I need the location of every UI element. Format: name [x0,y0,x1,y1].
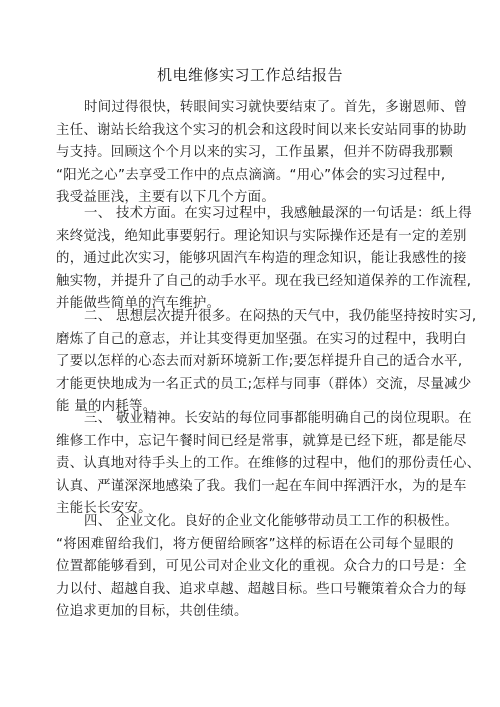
paragraph-line: 来终觉浅，绝知此事要躬行。理论知识与实际操作还是有一定的差别 [56,228,467,244]
paragraph-line: “阳光之心”去享受工作中的点点滴滴。“用心”体会的实习过程中, [56,167,446,183]
paragraph-line: 主能长长安安。 [56,501,152,517]
paragraph-line: 二、 思想层次提升很多。在闷热的天气中，我仍能坚持按时实习, [84,309,477,324]
paragraph-thinking [56,306,477,419]
paragraph-line: 磨炼了自己的意志，并让其变得更加坚强。在实习的过程中，我明白 [56,331,467,347]
paragraph-line: 的，通过此次实习，能够巩固汽车构造的理念知识，能让我感性的接 [56,251,467,267]
paragraph-line: 位置都能够看到，可见公司对企业文化的重视。众合力的口号是：全 [56,559,467,575]
paragraph-line: 时间过得很快，转眼间实习就快要结束了。首先，多谢恩师、曾 [84,100,468,115]
paragraph-intro [56,97,468,210]
paragraph-line: 维修工作中，忘记午餐时间已经是常事，就算是已经下班，都是能尽 [56,433,467,449]
paragraph-line: 触实物，并提升了自己的动手水平。现在我已经知道保养的工作流程, [56,273,472,289]
paragraph-line: 才能更快地成为一名正式的员工;怎样与同事（群体）交流，尽量减少 [56,376,472,392]
paragraph-line: 位追求更加的目标，共创佳绩。 [56,604,248,620]
paragraph-culture [56,511,467,624]
paragraph-dedication [56,408,481,521]
paragraph-line: 主任、谢站长给我这个实习的机会和这段时间以来长安站同事的协助 [56,122,467,138]
paragraph-technical [56,203,472,316]
paragraph-line: 责、认真地对待手头上的工作。在维修的过程中，他们的那份责任心、 [56,456,481,472]
paragraph-line: 四、 企业文化。良好的企业文化能够带动员工工作的积极性。 [84,514,459,529]
paragraph-line: 三、 敬业精神。长安站的每位同事都能明确自己的岗位現职。在 [84,411,472,426]
paragraph-line: 一、 技术方面。在实习过程中，我感触最深的一句话是：纸上得 [84,206,472,221]
paragraph-line: 能 量的内耗等。 [56,399,157,415]
paragraph-line: 并能做些简单的汽车维护。 [56,296,221,312]
paragraph-line: 力以付、超越自我、追求卓越、超越目标。些口号鞭策着众合力的每 [56,581,467,597]
paragraph-line: 了要以怎样的心态去而对新环境新工作;要怎样提升自己的适合水平, [56,354,463,370]
document-title: 机电维修实习工作总结报告 [156,66,343,84]
paragraph-line: 我受益匪浅，主要有以下几个方面。 [56,190,276,206]
paragraph-line: “将困难留给我们，将方便留给顾客”这样的标语在公司每个显眼的 [56,536,454,552]
paragraph-line: 认真、严谨深深地感染了我。我们一起在车间中挥洒汗水，为的是车 [56,478,467,494]
paragraph-line: 与支持。回顾这个个月以来的实习，工作虽累，但并不防碍我那颗 [56,145,454,161]
